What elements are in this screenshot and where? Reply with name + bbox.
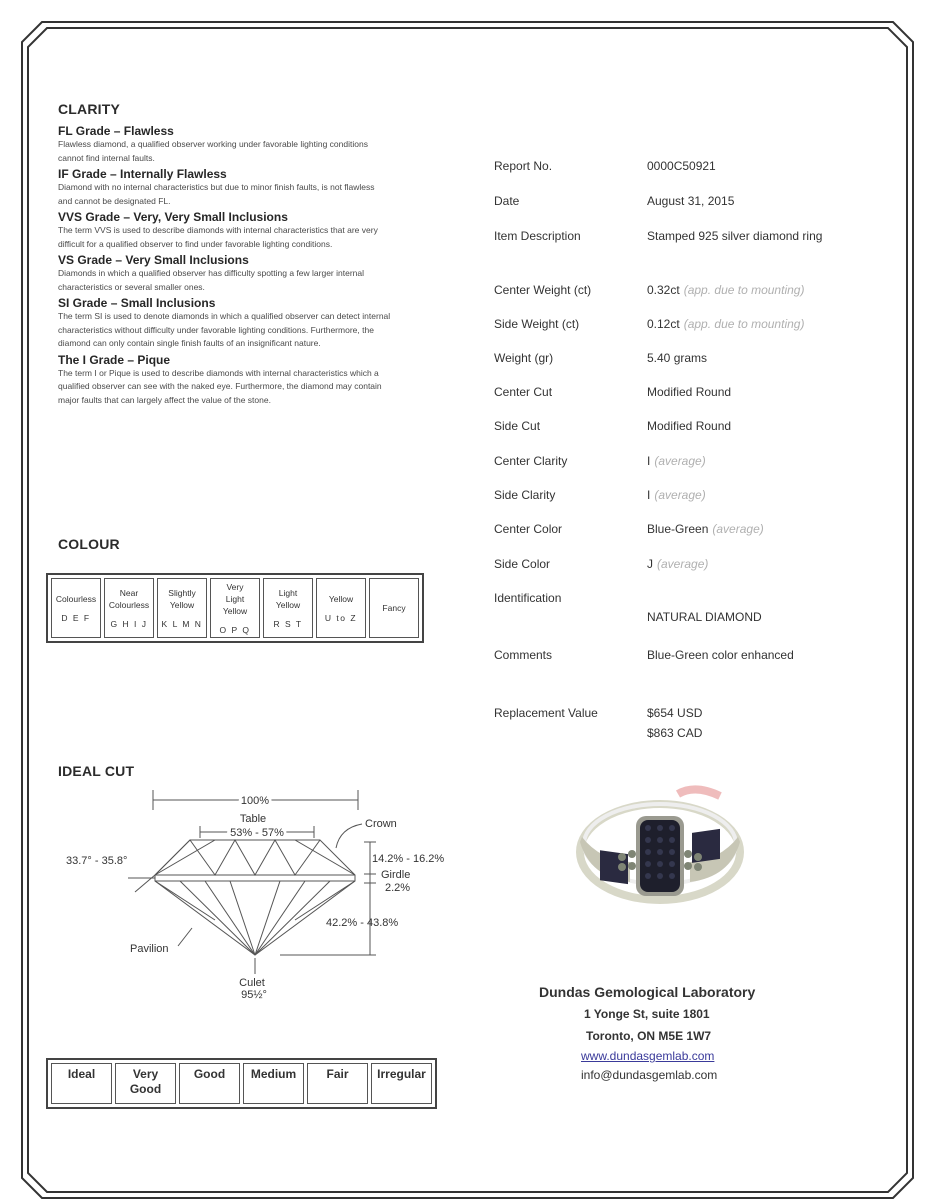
report-value [647,385,731,399]
report-value-text: 0.32ct [647,283,680,297]
report-value [647,159,716,173]
diagram-crown-angle: 33.7° - 35.8° [66,855,128,867]
diamond-cut-diagram [40,780,460,1010]
report-value-text: J [647,557,653,571]
colour-grade-letters: K L M N [161,619,203,629]
report-value-note: (app. due to mounting) [683,283,805,297]
diagram-table-label: Table [239,813,267,825]
report-value-text: $654 USD [647,706,703,720]
report-value-text: Blue-Green [647,522,709,536]
diagram-crown-label: Crown [365,818,397,830]
clarity-grade-description: diamond can only contain single finish faults of an insignificant nature. [58,338,321,348]
report-value [647,351,707,365]
report-value [647,419,731,433]
cut-grade-table [46,1058,437,1109]
colour-grade-name: Fancy [382,603,406,613]
colour-grade-name: Colourless [108,600,150,610]
report-value-text: I [647,454,651,468]
report-value-text: 0.12ct [647,317,680,331]
report-value-note: (average) [654,488,706,502]
cut-grade-cell [307,1063,368,1104]
cut-grade-cell [371,1063,432,1104]
colour-grade-letters: G H I J [110,619,148,629]
clarity-grade-description: The term VVS is used to describe diamonds with internal characteristics that are very [58,225,378,235]
clarity-grade-description: Diamond with no internal characteristics but due to minor finish faults, is not flawless [58,182,375,192]
colour-grade-name: Yellow [275,600,301,610]
report-value-text: Blue-Green color enhanced [647,648,794,662]
report-label: Report No. [494,159,553,173]
clarity-grade-description: Flawless diamond, a qualified observer working under favorable lighting conditions [58,139,368,149]
colour-grade-cell [51,578,101,638]
colour-grade-name: Colourless [55,594,97,604]
colour-grade-cell [263,578,313,638]
report-label: Center Clarity [494,454,568,468]
report-value-text: 5.40 grams [647,351,708,365]
report-label: Side Color [494,557,551,571]
clarity-grade-title: The I Grade – Pique [58,352,171,367]
lab-address-line1: 1 Yonge St, suite 1801 [584,1007,710,1021]
lab-website-link[interactable]: www.dundasgemlab.com [581,1049,715,1063]
colour-scale-table [46,573,424,643]
report-value [647,706,702,720]
diagram-culet-value: 95½° [241,989,267,1001]
colour-grade-name: Slightly [168,588,196,598]
colour-grade-name: Yellow [169,600,195,610]
colour-grade-letters: D E F [61,613,91,623]
report-value-text: I [647,488,651,502]
colour-grade-name: Light [278,588,298,598]
clarity-grade-title: IF Grade – Internally Flawless [58,167,227,181]
colour-grade-cell [157,578,207,638]
colour-grade-letters: R S T [273,619,303,629]
cut-grade-cell [243,1063,304,1104]
report-label: Item Description [494,229,581,243]
report-value [647,317,804,331]
cut-grade-label: Good [129,1082,162,1096]
report-value-text: 0000C50921 [647,159,716,173]
clarity-grade-description: Diamonds in which a qualified observer has difficulty spotting a few larger internal [58,268,365,278]
clarity-grade-description: The term I or Pique is used to describe diamonds with internal characteristics which a [58,367,379,378]
report-label: Center Weight (ct) [494,283,592,297]
report-value [647,557,708,571]
report-label: Center Cut [494,385,553,399]
colour-grade-cell [369,578,419,638]
clarity-grade-description: The term SI is used to denote diamonds in which a qualified observer can detect internal [58,311,391,321]
report-label: Identification [494,591,562,605]
colour-grade-name: Yellow [328,594,354,604]
colour-grade-cell [104,578,154,638]
report-value [647,283,804,297]
ideal-cut-heading: IDEAL CUT [58,763,135,779]
report-value [647,194,734,208]
clarity-grade-description: cannot find internal faults. [58,152,155,163]
colour-grade-name: Near [119,588,139,598]
clarity-grade-description: and cannot be designated FL. [58,195,171,206]
replacement-value-cad: $863 CAD [647,726,703,740]
clarity-grade-description: difficult for a qualified observer to find under favorable lighting conditions. [58,238,333,249]
lab-address-line2: Toronto, ON M5E 1W7 [586,1029,712,1043]
clarity-grade-description: characteristics or several smaller ones. [58,281,205,292]
clarity-grade-description: qualified observer can see with the naked eye. Furthermore, the diamond may contain [58,381,382,391]
report-label: Side Cut [494,419,541,433]
cut-grade-label: Good [193,1067,226,1081]
report-value-note: (average) [712,522,764,536]
report-value [647,648,794,662]
report-label: Replacement Value [494,706,598,720]
report-label: Comments [494,648,553,662]
report-value [647,488,706,502]
report-label: Side Clarity [494,488,556,502]
clarity-heading: CLARITY [58,101,121,117]
report-value-text: Modified Round [647,385,732,399]
cut-grade-label: Very [132,1067,159,1081]
diagram-table-range: 53% - 57% [230,827,284,839]
report-value-text: Modified Round [647,419,732,433]
report-label: Center Color [494,522,563,536]
colour-grade-letters: U to Z [324,613,358,623]
diagram-pavilion-label: Pavilion [130,943,169,955]
report-value-note: (app. due to mounting) [683,317,805,331]
diagram-width-label: 100% [240,795,270,807]
report-value-text: August 31, 2015 [647,194,735,208]
report-value [647,454,706,468]
diagram-crown-height: 14.2% - 16.2% [372,853,445,865]
clarity-grade-title: FL Grade – Flawless [58,124,174,138]
cut-grade-cell [115,1063,176,1104]
colour-grade-name: Light [225,594,245,604]
report-value-note: (average) [654,454,706,468]
colour-grade-cell [210,578,260,638]
colour-grade-name: Very [226,582,244,592]
report-value-text: NATURAL DIAMOND [647,610,762,624]
clarity-grade-title: VS Grade – Very Small Inclusions [58,253,249,267]
clarity-grade-description: major faults that can largely affect the value of the stone. [58,394,271,405]
report-value [647,610,762,624]
cut-grade-label: Medium [250,1067,297,1081]
colour-grade-name: Yellow [222,606,248,616]
lab-email: info@dundasgemlab.com [581,1068,718,1082]
cut-grade-label: Irregular [377,1067,426,1081]
diagram-girdle-label: Girdle [381,869,411,881]
cut-grade-label: Ideal [67,1067,96,1081]
lab-name: Dundas Gemological Laboratory [539,984,756,1000]
clarity-grade-title: SI Grade – Small Inclusions [58,296,216,310]
report-label: Date [494,194,520,208]
ring-photo [570,782,750,912]
diagram-girdle-pct: 2.2% [385,882,411,894]
diagram-pavilion-depth: 42.2% - 43.8% [326,917,399,929]
report-label: Weight (gr) [494,351,554,365]
cut-grade-cell [179,1063,240,1104]
report-value-note: (average) [657,557,709,571]
clarity-grade-description: characteristics without difficulty under favorable lighting conditions. Furthermore, the [58,324,374,335]
colour-grade-cell [316,578,366,638]
report-value [647,522,764,536]
report-label: Side Weight (ct) [494,317,580,331]
clarity-grade-title: VVS Grade – Very, Very Small Inclusions [58,210,288,224]
diagram-culet-label: Culet [239,977,265,989]
report-value [647,229,822,243]
colour-heading: COLOUR [58,536,120,552]
cut-grade-label: Fair [326,1067,349,1081]
report-value-text: Stamped 925 silver diamond ring [647,229,823,243]
cut-grade-cell [51,1063,112,1104]
clarity-grades [58,124,438,407]
colour-grade-letters: O P Q [219,625,251,635]
